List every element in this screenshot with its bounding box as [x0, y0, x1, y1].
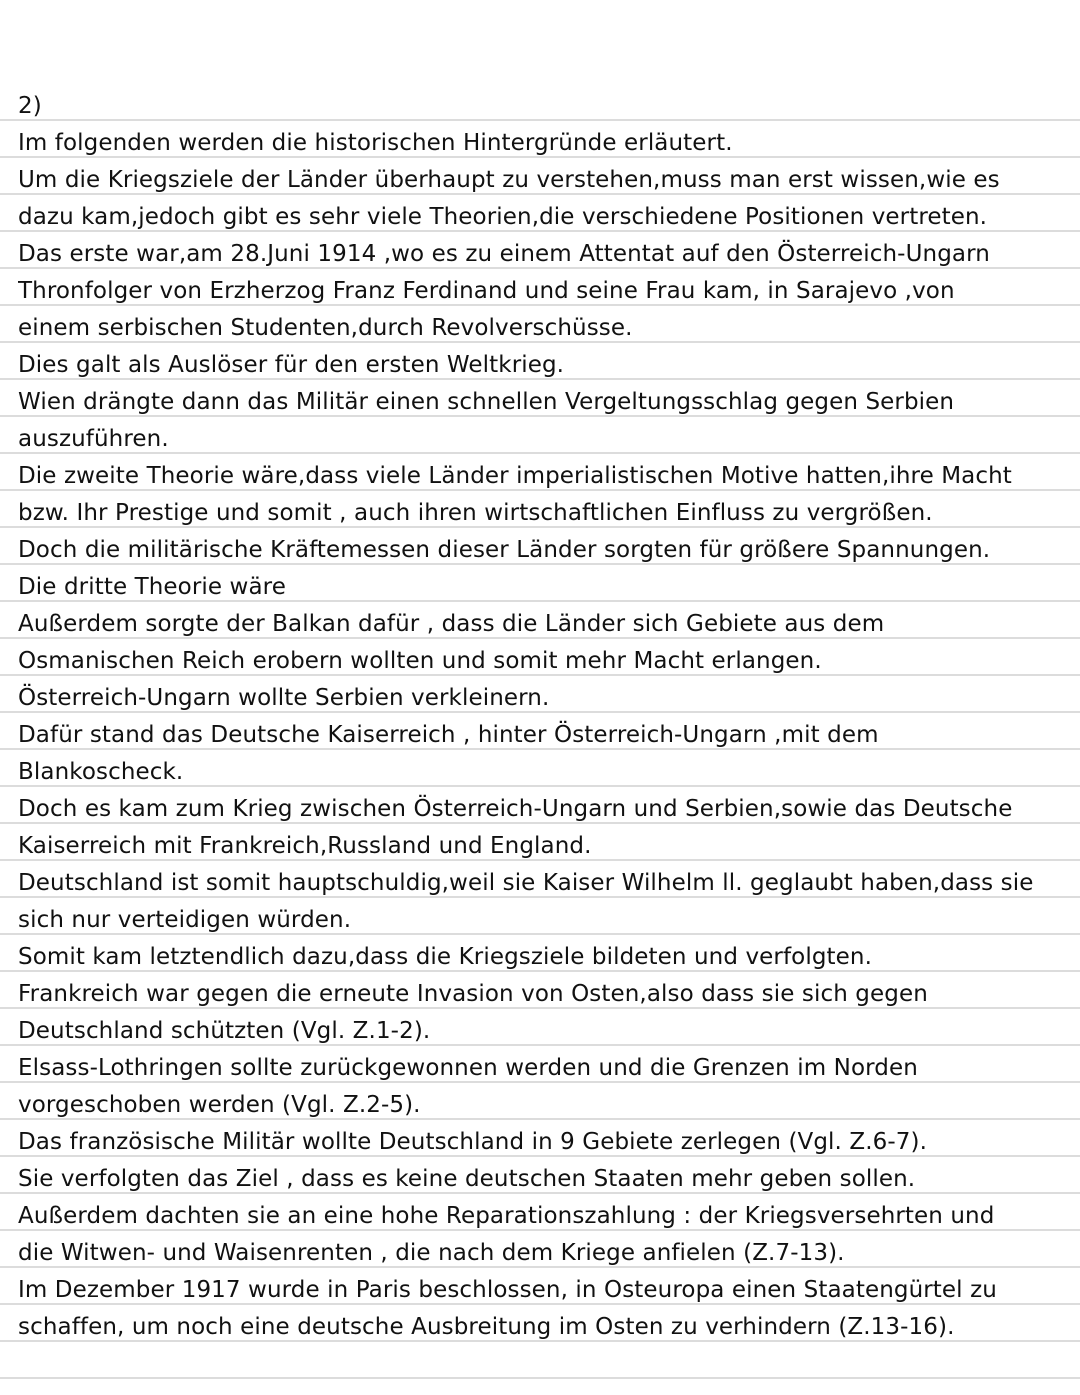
- text-line: Blankoscheck.: [18, 759, 184, 785]
- text-line: Osmanischen Reich erobern wollten und somit mehr Macht erlangen.: [18, 648, 822, 674]
- text-line: Die zweite Theorie wäre,dass viele Länder imperialistischen Motive hatten,ihre Macht: [18, 463, 1012, 489]
- text-line: Deutschland ist somit hauptschuldig,weil sie Kaiser Wilhelm ll. geglaubt haben,dass sie: [18, 870, 1034, 896]
- text-line: Österreich-Ungarn wollte Serbien verkleinern.: [18, 685, 550, 711]
- text-line: dazu kam,jedoch gibt es sehr viele Theorien,die verschiedene Positionen vertreten.: [18, 204, 988, 230]
- text-line: sich nur verteidigen würden.: [18, 907, 352, 933]
- text-line: Frankreich war gegen die erneute Invasion von Osten,also dass sie sich gegen: [18, 981, 928, 1007]
- text-line: einem serbischen Studenten,durch Revolverschüsse.: [18, 315, 633, 341]
- text-line: Elsass-Lothringen sollte zurückgewonnen werden und die Grenzen im Norden: [18, 1055, 918, 1081]
- text-line: auszuführen.: [18, 426, 169, 452]
- text-line: Doch die militärische Kräftemessen dieser Länder sorgten für größere Spannungen.: [18, 537, 991, 563]
- text-line: schaffen, um noch eine deutsche Ausbreitung im Osten zu verhindern (Z.13-16).: [18, 1314, 955, 1340]
- text-line: Um die Kriegsziele der Länder überhaupt zu verstehen,muss man erst wissen,wie es: [18, 167, 1000, 193]
- text-line: bzw. Ihr Prestige und somit , auch ihren wirtschaftlichen Einfluss zu vergrößen.: [18, 500, 933, 526]
- text-line: Doch es kam zum Krieg zwischen Österreich-Ungarn und Serbien,sowie das Deutsche: [18, 796, 1013, 822]
- handwritten-text-block: [18, 88, 1068, 1346]
- text-line: Somit kam letztendlich dazu,dass die Kriegsziele bildeten und verfolgten.: [18, 944, 872, 970]
- text-line: Deutschland schützten (Vgl. Z.1-2).: [18, 1018, 431, 1044]
- text-line: Außerdem sorgte der Balkan dafür , dass die Länder sich Gebiete aus dem: [18, 611, 885, 637]
- text-line: 2): [18, 93, 42, 119]
- text-line: Sie verfolgten das Ziel , dass es keine deutschen Staaten mehr geben sollen.: [18, 1166, 916, 1192]
- text-line: Kaiserreich mit Frankreich,Russland und England.: [18, 833, 592, 859]
- text-line: Dafür stand das Deutsche Kaiserreich , hinter Österreich-Ungarn ,mit dem: [18, 722, 879, 748]
- text-line: Das erste war,am 28.Juni 1914 ,wo es zu einem Attentat auf den Österreich-Ungarn: [18, 241, 990, 267]
- text-line: Wien drängte dann das Militär einen schnellen Vergeltungsschlag gegen Serbien: [18, 389, 955, 415]
- text-line: Im folgenden werden die historischen Hintergründe erläutert.: [18, 130, 733, 156]
- text-line: Im Dezember 1917 wurde in Paris beschlossen, in Osteuropa einen Staatengürtel zu: [18, 1277, 997, 1303]
- text-line: Dies galt als Auslöser für den ersten Weltkrieg.: [18, 352, 565, 378]
- text-line: vorgeschoben werden (Vgl. Z.2-5).: [18, 1092, 421, 1118]
- text-line: Die dritte Theorie wäre: [18, 574, 286, 600]
- text-line: Außerdem dachten sie an eine hohe Reparationszahlung : der Kriegsversehrten und: [18, 1203, 995, 1229]
- text-line: Thronfolger von Erzherzog Franz Ferdinand und seine Frau kam, in Sarajevo ,von: [18, 278, 955, 304]
- text-line: Das französische Militär wollte Deutschland in 9 Gebiete zerlegen (Vgl. Z.6-7).: [18, 1129, 927, 1155]
- text-line: die Witwen- und Waisenrenten , die nach dem Kriege anfielen (Z.7-13).: [18, 1240, 845, 1266]
